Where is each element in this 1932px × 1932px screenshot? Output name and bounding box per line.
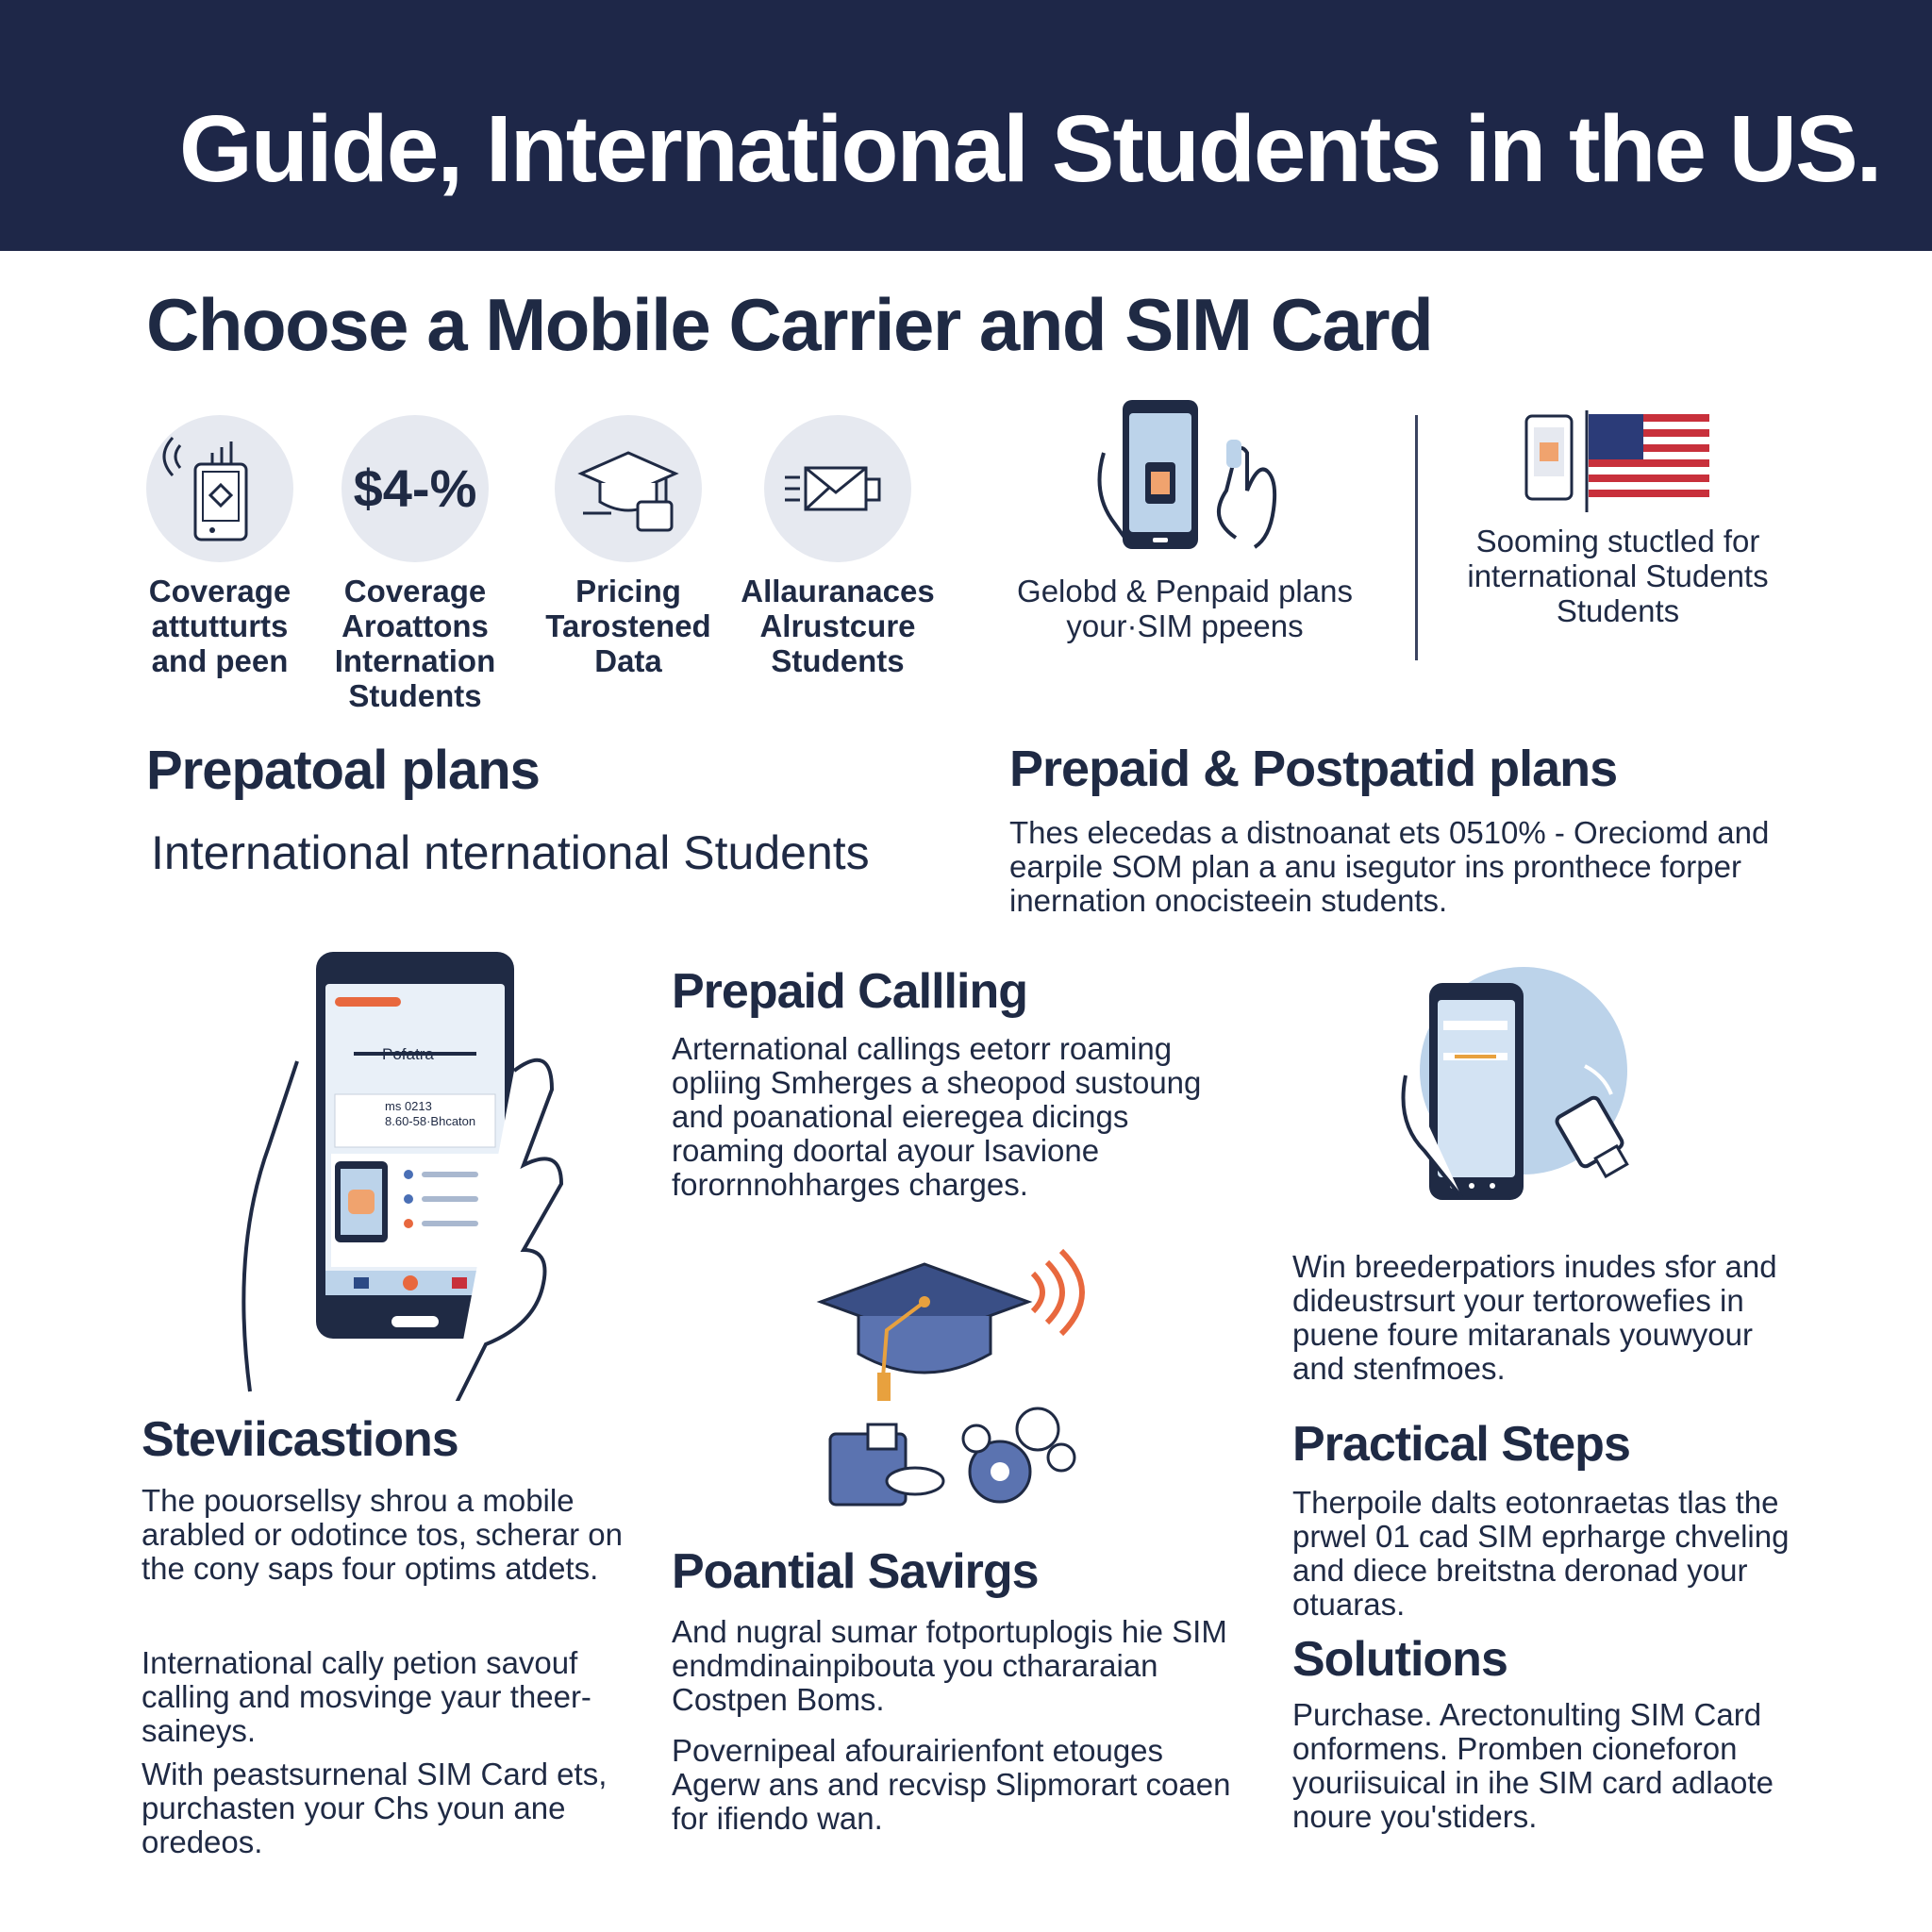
phone-signal-icon (146, 415, 293, 562)
graduation-cap-icon (555, 415, 702, 562)
hand-phone-illustration (1094, 396, 1302, 566)
feature-label-coverage-2: Coverage Aroattons Internation Students (334, 574, 496, 713)
calling-body: Arternational callings eetorr roaming opliing Smherges a sheopod sustoung and poanational eieregea dicings roaming doortal ayour Isavione forornnohharges charges. (672, 1031, 1202, 1202)
feature-circle-pricing (555, 415, 702, 562)
practical-title: Practical Steps (1292, 1417, 1630, 1472)
calling-title: Prepaid Callling (672, 964, 1027, 1019)
phone-number-line-1: ms 0213 (385, 1099, 432, 1113)
steviications-body-3: With peastsurnenal SIM Card ets, purchasten your Chs youn ane oredeos. (142, 1757, 608, 1859)
savings-title: Poantial Savirgs (672, 1544, 1039, 1599)
solutions-title: Solutions (1292, 1632, 1507, 1687)
feature-circle-coverage (146, 415, 293, 562)
prepaid-right-body: Thes elecedas a distnoanat ets 0510% - Oreciomd and earpile SOM plan a anu isegutor ins pronthece forper inernation onocisteein students. (1009, 815, 1770, 918)
feature-circle-allowances (764, 415, 911, 562)
us-flag-illustration (1523, 410, 1721, 514)
feature-circle-price (341, 415, 489, 562)
steviications-body-2: International cally petion savouf calling and mosvinge yaur theer-saineys. (142, 1645, 591, 1748)
phone-screen-number (385, 1099, 475, 1129)
grad-cap-savings-illustration (811, 1236, 1113, 1519)
main-heading: Choose a Mobile Carrier and SIM Card (146, 283, 1433, 366)
prepaid-left-subtitle: International nternational Students (151, 826, 870, 879)
phone-app-illustration (241, 948, 599, 1401)
hand-phone-caption: Gelobd & Penpaid plans your·SIM ppeens (1017, 574, 1353, 643)
steviications-body-1: The pouorsellsy shrou a mobile arabled or odotince tos, scherar on the cony saps four optims atdets. (142, 1483, 623, 1586)
flag-caption: Sooming stuctled for international Students Students (1467, 524, 1769, 628)
phone-sim-illustration (1387, 962, 1670, 1236)
page-header (0, 0, 1932, 251)
feature-label-coverage: Coverage attutturts and peen (148, 574, 291, 678)
practical-body: Therpoile dalts eotonraetas tlas the prwel 01 cad SIM eprharge chveling and diece breitstna deronad your otuaras. (1292, 1485, 1790, 1622)
prepaid-left-title: Prepatoal plans (146, 740, 540, 801)
solutions-body: Purchase. Arectonulting SIM Card onformens. Promben cioneforon youriisuical in ihe SIM card adlaote noure you'stiders. (1292, 1697, 1774, 1834)
prepaid-right-title: Prepaid & Postpatid plans (1009, 741, 1618, 797)
page-title: Guide, International Students in the US. (179, 96, 1881, 202)
feature-label-allowances: Allauranaces Alrustcure Students (741, 574, 935, 678)
vertical-divider (1415, 415, 1418, 660)
phone-number-line-2: 8.60-58·Bhcaton (385, 1114, 476, 1128)
savings-body-2: Povernipeal afourairienfont etouges Agerw ans and recvisp Slipmorart coaen for ifiendo wan. (672, 1733, 1231, 1836)
feature-label-pricing: Pricing Tarostened Data (545, 574, 711, 678)
savings-body-1: And nugral sumar fotportuplogis hie SIM endmdinainpibouta you cthararaian Costpen Boms. (672, 1614, 1227, 1717)
steviications-title: Steviicastions (142, 1412, 458, 1467)
right-mid-body: Win breederpatiors inudes sfor and dideustrsurt your tertorowefies in puene foure mitaranals youwyour and stenfmoes. (1292, 1249, 1777, 1386)
envelope-icon (764, 415, 911, 562)
price-tag-icon: $4-% (353, 458, 477, 518)
phone-screen-header: Pofatra (382, 1045, 434, 1063)
